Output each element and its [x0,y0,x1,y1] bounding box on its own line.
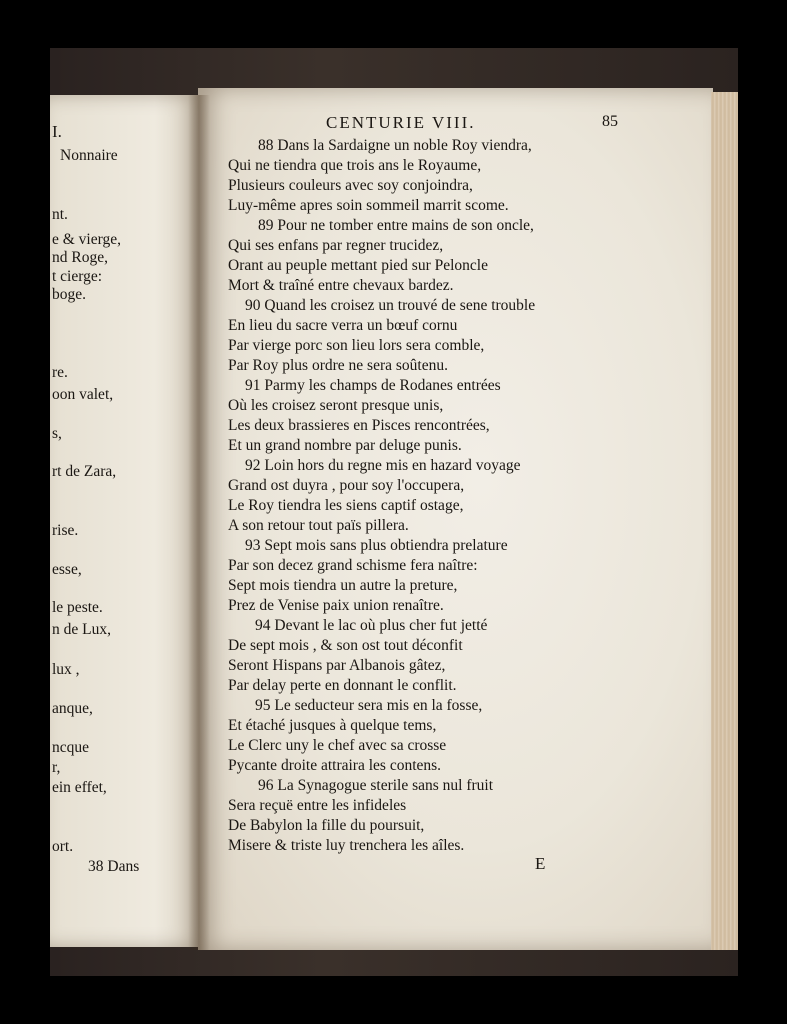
verse-line: 90 Quand les croisez un trouvé de sene trouble [245,297,536,314]
verse-line: Où les croisez seront presque unis, [228,397,444,414]
verse-line: De sept mois , & son ost tout déconfit [228,637,463,654]
left-line: esse, [52,561,82,578]
verse-line: Orant au peuple mettant pied sur Peloncle [228,257,488,274]
running-head: CENTURIE VIII. [326,113,476,132]
left-line: r, [52,759,61,776]
verse-line: Sept mois tiendra un autre la preture, [228,577,458,594]
verse-line: 93 Sept mois sans plus obtiendra prelature [245,537,508,554]
verse-line: 94 Devant le lac où plus cher fut jetté [255,617,488,634]
verse-line: Pycante droite attraira les contens. [228,757,442,774]
left-line: boge. [52,286,87,303]
left-line: lux , [52,661,80,678]
verse-line: 92 Loin hors du regne mis en hazard voyage [245,457,521,474]
verse-line: Le Clerc uny le chef avec sa crosse [228,737,447,754]
verse-line: Mort & traîné entre chevaux bardez. [228,277,454,294]
verse-line: 88 Dans la Sardaigne un noble Roy viendra, [258,137,532,154]
left-line: rise. [52,522,79,539]
verse-line: Misere & triste luy trenchera les aîles. [228,837,465,854]
page-edges [711,92,738,950]
verse-line: Le Roy tiendra les siens captif ostage, [228,497,464,514]
left-line: nd Roge, [52,249,108,266]
verse-line: Qui ne tiendra que trois ans le Royaume, [228,157,482,174]
verse-line: Sera reçuë entre les infideles [228,797,407,814]
verse-line: 96 La Synagogue sterile sans nul fruit [258,777,494,794]
left-line: t cierge: [52,268,103,285]
left-catchword: 38 Dans [88,858,140,875]
verse-line: Et un grand nombre par deluge punis. [228,437,462,454]
page-number: 85 [602,113,618,130]
verse-line: Grand ost duyra , pour soy l'occupera, [228,477,465,494]
left-line: le peste. [52,599,103,616]
verse-line: 95 Le seducteur sera mis en la fosse, [255,697,483,714]
verse-line: Par Roy plus ordre ne sera soûtenu. [228,357,448,374]
verse-line: En lieu du sacre verra un bœuf cornu [228,317,458,334]
verse-line: Prez de Venise paix union renaître. [228,597,444,614]
left-line: nt. [52,206,68,223]
verse-line: Plusieurs couleurs avec soy conjoindra, [228,177,473,194]
verse-line: De Babylon la fille du poursuit, [228,817,425,834]
left-line: Nonnaire [60,147,118,164]
verse-line: 89 Pour ne tomber entre mains de son oncle, [258,217,534,234]
verse-line: Seront Hispans par Albanois gâtez, [228,657,446,674]
verse-line: Luy-même apres soin sommeil marrit scome. [228,197,509,214]
left-line: anque, [52,700,93,717]
left-line: e & vierge, [52,231,122,248]
verse-line: Par delay perte en donnant le conflit. [228,677,457,694]
verse-line: A son retour tout païs pillera. [228,517,409,534]
verse-line: 91 Parmy les champs de Rodanes entrées [245,377,501,394]
left-line: ncque [52,739,90,756]
left-line: ein effet, [52,779,107,796]
verse-line: Et étaché jusques à quelque tems, [228,717,437,734]
book-gutter [188,95,210,950]
left-line: ort. [52,838,74,855]
signature-mark: E [535,854,546,873]
verse-line: Qui ses enfans par regner trucidez, [228,237,444,254]
left-line: rt de Zara, [52,463,117,480]
verse-line: Les deux brassieres en Pisces rencontrées, [228,417,490,434]
left-line: s, [52,425,62,442]
verse-line: Par vierge porc son lieu lors sera comble, [228,337,485,354]
left-running-head: I. [52,122,62,141]
left-line: oon valet, [52,386,114,403]
left-line: re. [52,364,68,381]
verse-line: Par son decez grand schisme fera naître: [228,557,478,574]
left-line: n de Lux, [52,621,111,638]
